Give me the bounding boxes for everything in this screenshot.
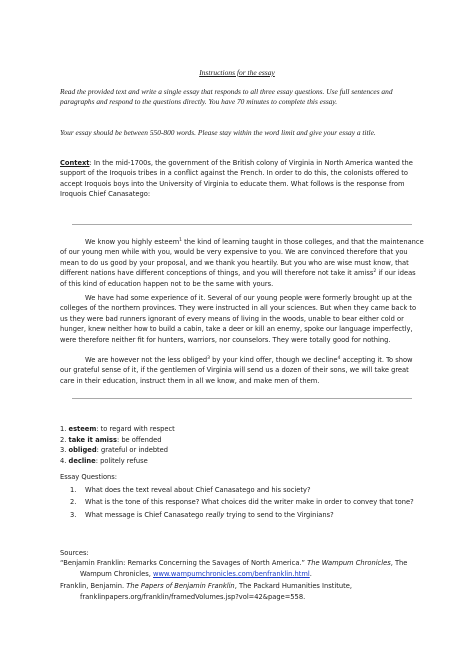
sources-section (60, 548, 424, 604)
questions-list (70, 485, 424, 522)
speech-text: if our ideas of this kind of education happen not to be the same with yours. (60, 269, 416, 288)
source-title: The Wampum Chronicles (307, 559, 391, 568)
context-paragraph (60, 158, 424, 200)
glossary-item (60, 456, 175, 467)
glossary-term: take it amiss (68, 435, 117, 444)
divider-bottom (72, 398, 412, 399)
page-title: Instructions for the essay (199, 68, 275, 77)
source-text: , The Wampum Chronicles, (80, 559, 408, 578)
footnote-marker-4: 4 (337, 356, 341, 361)
speech-text: We know you highly esteem (85, 238, 180, 246)
question-number: 3. (70, 510, 77, 519)
question-text: What is the tone of this response? What choices did the writer make in order to convey that tone? (85, 498, 414, 507)
speech-text: accepting it. To show our grateful sense of it, if the gentlemen of Virginia will send us a dozen of their sons, we will take great care in their education, instruct them in all we know, and make men of them. (60, 356, 413, 385)
glossary-number: 3. (60, 446, 67, 455)
instructions-paragraph-2: Your essay should be between 550-800 words. Please stay within the word limit and give your essay a title. (60, 128, 376, 137)
source-text: “Benjamin Franklin: Remarks Concerning the Savages of North America.” (60, 559, 308, 568)
speech-text: the kind of learning taught in those colleges, and that the maintenance of our young men while with you, would be very expensive to you. We are convinced therefore that you mean to do us good by your proposal, and we thank you heartily. But you who are wise must know, that different nations have different conceptions of things, and you will therefore not take it amiss (60, 238, 424, 278)
instructions-paragraph-1: Read the provided text and write a single essay that responds to all three essay questions. Use full sentences and paragraphs and respond to the questions directly. You have 70 minutes to complete this essay. (60, 87, 393, 107)
context-label: Context (60, 159, 90, 167)
source-text: . (309, 569, 312, 578)
footnote-marker-1: 1 (179, 238, 183, 243)
speech-paragraph-3 (60, 355, 424, 386)
question-item (70, 510, 424, 520)
source-link[interactable]: www.wampumchronicles.com/benfranklin.html (153, 569, 310, 578)
footnote-marker-2: 2 (373, 269, 377, 275)
glossary-item (60, 435, 175, 446)
glossary-item (60, 424, 175, 435)
glossary-term: decline (68, 456, 96, 465)
speech-text: We are however not the less obliged (85, 356, 208, 364)
source-text: , The Packard Humanities Institute, franklinpapers.org/franklin/framedVolumes.jsp?vol=42&page=558. (80, 582, 352, 601)
question-item (70, 497, 424, 507)
glossary-term: esteem (68, 425, 97, 433)
glossary-definition: : to regard with respect (96, 425, 175, 433)
speech-text: by your kind offer, though we decline (210, 356, 338, 364)
source-title: The Papers of Benjamin Franklin (126, 582, 235, 591)
question-text: What does the text reveal about Chief Canasatego and his society? (85, 486, 311, 494)
glossary-term: obliged (68, 446, 97, 455)
glossary-number: 4. (60, 456, 67, 465)
question-number: 1. (70, 486, 77, 494)
footnote-marker-3: 3 (207, 356, 211, 361)
glossary-number: 1. (60, 425, 67, 433)
glossary-definition: : politely refuse (95, 456, 148, 465)
glossary-definition: : grateful or indebted (96, 446, 169, 455)
question-text: trying to send to the Virginians? (224, 510, 334, 519)
sources-heading: Sources: (60, 549, 89, 557)
question-item (70, 485, 424, 495)
source-entry-1 (60, 558, 424, 579)
source-text: Franklin, Benjamin. (60, 582, 127, 591)
glossary-item (60, 445, 175, 456)
glossary-definition: : be offended (116, 435, 162, 444)
question-emphasis: really (205, 510, 225, 519)
questions-heading: Essay Questions: (60, 473, 118, 481)
speech-paragraph-1 (60, 237, 424, 289)
context-text: : In the mid-1700s, the government of the British colony of Virginia in North America wanted the support of the Iroquois tribes in a conflict against the French. In order to do this, the colonists offered to accept Iroquois boys into the University of Virginia to educate them. What follows is the response from Iroquois Chief Canasatego: (60, 159, 413, 199)
speech-paragraph-2: We have had some experience of it. Several of our young people were formerly brought up at the colleges of the northern provinces. They were instructed in all your sciences. But when they came back to us they were bad runners ignorant of every means of living in the woods, unable to bear either cold or hunger, knew neither how to build a cabin, take a deer or kill an enemy, spoke our language imperfectly, were therefore neither fit for hunters, warriors, nor counselors. They were totally good for nothing. (60, 294, 417, 344)
glossary-list (60, 424, 175, 466)
glossary-number: 2. (60, 435, 67, 444)
source-entry-2 (60, 581, 424, 602)
question-number: 2. (70, 498, 77, 507)
divider-top (72, 224, 412, 225)
question-text: What message is Chief Canasatego (85, 510, 206, 519)
